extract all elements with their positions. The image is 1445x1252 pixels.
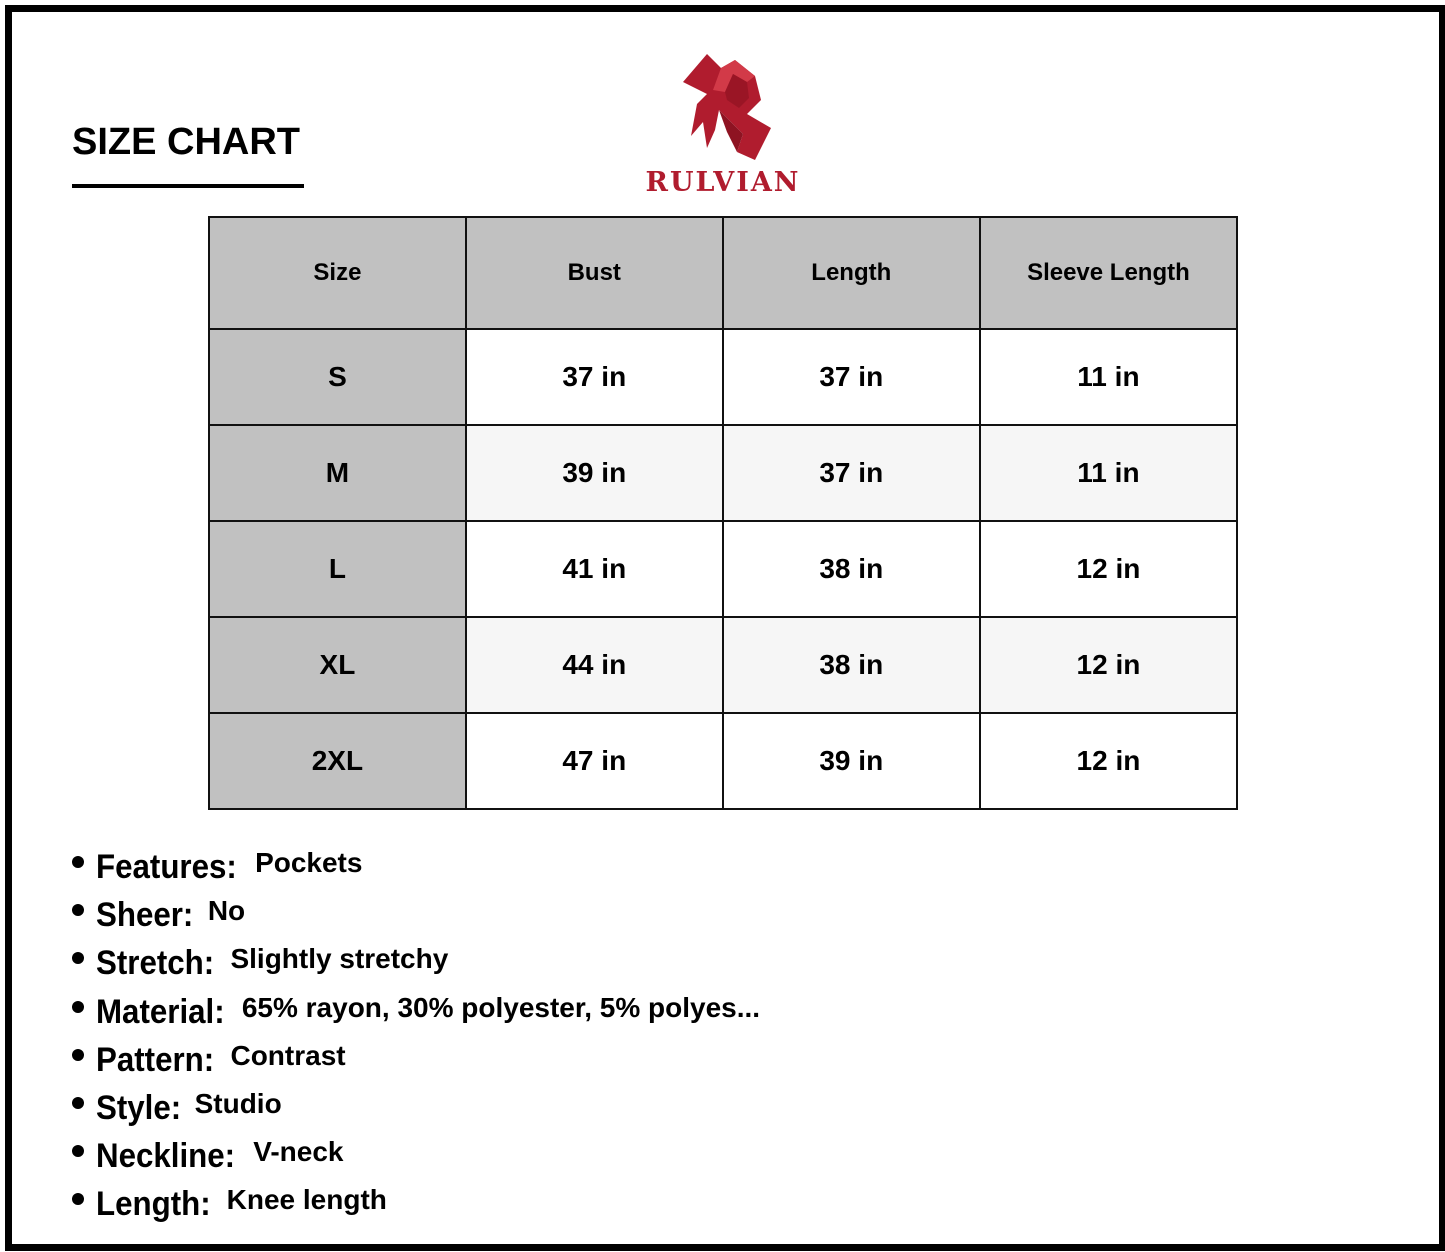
table-row — [209, 713, 1237, 809]
bullet-icon — [72, 1097, 84, 1109]
attribute-material — [72, 993, 760, 1041]
table-header-row — [209, 217, 1237, 329]
attribute-value: 65% rayon, 30% polyester, 5% polyes... — [241, 991, 761, 1023]
table-row — [209, 617, 1237, 713]
length-cell: 37 in — [723, 425, 980, 521]
attribute-label: Sheer: — [96, 896, 194, 935]
attribute-value: No — [207, 895, 246, 927]
attribute-value: Contrast — [230, 1039, 346, 1071]
attribute-label: Style: — [96, 1088, 182, 1127]
attribute-value: Slightly stretchy — [230, 943, 449, 975]
bullet-icon — [72, 1001, 84, 1013]
attribute-label: Pattern: — [96, 1040, 215, 1079]
size-cell: M — [209, 425, 466, 521]
header-size: Size — [209, 217, 466, 329]
bust-cell: 39 in — [466, 425, 723, 521]
brand-logo — [627, 52, 819, 198]
bullet-icon — [72, 952, 84, 964]
bust-cell: 44 in — [466, 617, 723, 713]
size-cell: XL — [209, 617, 466, 713]
table-row — [209, 425, 1237, 521]
sleeve-cell: 12 in — [980, 617, 1237, 713]
brand-name: RULVIAN — [645, 167, 801, 198]
bust-cell: 37 in — [466, 329, 723, 425]
attribute-style — [72, 1089, 760, 1137]
product-attributes-list — [72, 848, 760, 1234]
attribute-label: Length: — [96, 1185, 211, 1224]
attribute-value: Studio — [194, 1087, 282, 1119]
bullet-icon — [72, 856, 84, 868]
attribute-stretch — [72, 944, 760, 992]
attribute-label: Neckline: — [96, 1137, 236, 1176]
header-sleeve-length: Sleeve Length — [980, 217, 1237, 329]
table-row — [209, 329, 1237, 425]
sleeve-cell: 12 in — [980, 521, 1237, 617]
table-row — [209, 521, 1237, 617]
attribute-value: V-neck — [253, 1136, 344, 1168]
size-chart-table — [208, 216, 1238, 810]
sleeve-cell: 11 in — [980, 329, 1237, 425]
sleeve-cell: 11 in — [980, 425, 1237, 521]
size-cell: L — [209, 521, 466, 617]
attribute-pattern — [72, 1041, 760, 1089]
sleeve-cell: 12 in — [980, 713, 1237, 809]
attribute-features — [72, 848, 760, 896]
attribute-label: Features: — [96, 848, 237, 886]
size-cell: 2XL — [209, 713, 466, 809]
length-cell: 37 in — [723, 329, 980, 425]
length-cell: 39 in — [723, 713, 980, 809]
bust-cell: 41 in — [466, 521, 723, 617]
attribute-neckline — [72, 1137, 760, 1185]
size-cell: S — [209, 329, 466, 425]
bullet-icon — [72, 904, 84, 916]
attribute-length — [72, 1185, 760, 1233]
length-cell: 38 in — [723, 521, 980, 617]
bullet-icon — [72, 1145, 84, 1157]
bullet-icon — [72, 1049, 84, 1061]
header-bust: Bust — [466, 217, 723, 329]
attribute-label: Stretch: — [96, 944, 215, 983]
title-underline — [72, 184, 304, 188]
page-title: SIZE CHART — [72, 121, 300, 163]
attribute-value: Pockets — [255, 847, 363, 878]
header-length: Length — [723, 217, 980, 329]
bust-cell: 47 in — [466, 713, 723, 809]
attribute-sheer — [72, 896, 760, 944]
attribute-value: Knee length — [226, 1184, 387, 1216]
attribute-label: Material: — [96, 992, 225, 1031]
rulvian-r-logo-icon — [677, 52, 772, 162]
length-cell: 38 in — [723, 617, 980, 713]
bullet-icon — [72, 1193, 84, 1205]
